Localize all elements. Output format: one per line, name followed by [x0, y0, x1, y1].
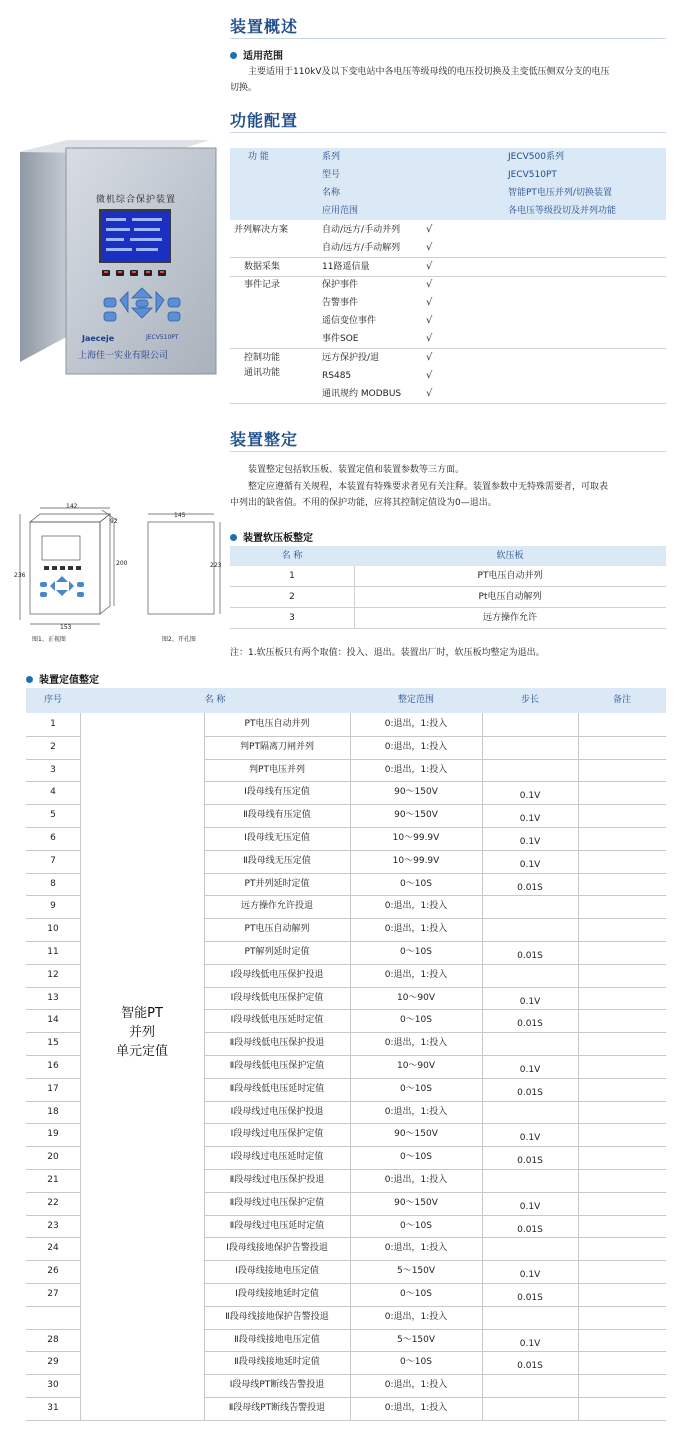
fig1-caption: 图1、正视图 — [32, 636, 66, 643]
row-divider — [204, 1374, 666, 1375]
row-name: Ⅰ段母线低电压保护定值 — [230, 992, 324, 1003]
section-title-setting: 装置整定 — [230, 430, 299, 449]
bullet-heading-scope — [230, 47, 283, 62]
group-item: 11路遥信量 — [322, 262, 370, 272]
row-range: 0:退出，1:投入 — [384, 969, 448, 980]
row-seq: 3 — [50, 764, 56, 775]
device-brand: Jaeceje — [82, 334, 115, 343]
row-name: PT解列延时定值 — [244, 947, 310, 957]
row-divider — [204, 1260, 666, 1261]
row-divider — [26, 1306, 80, 1307]
row-step: 0.1V — [519, 1270, 541, 1281]
bullet-dot-icon — [230, 52, 237, 59]
soft-note: 注：1.软压板只有两个取值：投入、退出。装置出厂时，软压板均整定为退出。 — [230, 648, 545, 658]
header-seq: 序号 — [43, 695, 62, 705]
row-range: 90～150V — [394, 810, 438, 821]
row-divider — [26, 827, 80, 828]
check-icon: √ — [426, 242, 433, 253]
row-name: Ⅰ段母线过电压保护投退 — [230, 1106, 324, 1117]
row-name: Ⅰ段母线过电压延时定值 — [230, 1152, 324, 1163]
row-divider — [204, 895, 666, 896]
row-divider — [26, 1192, 80, 1193]
row-name: Ⅱ段母线过电压延时定值 — [229, 1220, 325, 1231]
group-item: 告警事件 — [322, 298, 359, 308]
row-name: Ⅰ段母线过电压保护定值 — [230, 1129, 324, 1140]
row-divider — [26, 736, 80, 737]
row-step: 0.1V — [519, 1201, 541, 1212]
row-divider — [26, 1237, 80, 1238]
row-divider — [26, 941, 80, 942]
header-name: 名 称 — [281, 551, 303, 561]
row-range: 0:退出，1:投入 — [384, 1106, 448, 1117]
row-range: 5～150V — [396, 1266, 436, 1277]
head-value: JECV500系列 — [508, 152, 564, 162]
row-range: 5～150V — [396, 1334, 436, 1345]
row-name: Ⅱ段母线有压定值 — [243, 810, 311, 821]
dim-236: 236 — [14, 572, 26, 579]
check-icon: √ — [426, 388, 433, 399]
row-divider — [26, 1215, 80, 1216]
fig2-caption: 图2、开孔图 — [162, 636, 196, 643]
row-step: 0.01S — [517, 1019, 543, 1030]
row-divider — [26, 1055, 80, 1056]
row-name: Ⅱ段母线无压定值 — [243, 855, 311, 866]
row-divider — [26, 1123, 80, 1124]
row-step: 0.1V — [519, 791, 541, 802]
row-name: PT电压自动并列 — [244, 719, 310, 729]
row-name: PT并列延时定值 — [244, 878, 310, 889]
check-icon: √ — [426, 279, 433, 290]
row-name: PT电压自动解列 — [244, 924, 310, 935]
row-divider — [26, 987, 80, 988]
row-range: 90～150V — [394, 787, 438, 798]
row-name: 远方操作允许投退 — [240, 901, 313, 912]
section-title-overview: 装置概述 — [230, 17, 299, 36]
device-photo — [20, 140, 220, 380]
row-step: 0.01S — [517, 1156, 543, 1167]
header-soft: 软压板 — [496, 551, 524, 561]
row-divider — [26, 895, 80, 896]
row-seq: 22 — [47, 1197, 59, 1208]
group-item: 自动/远方/手动解列 — [322, 243, 401, 253]
dimension-drawings — [14, 500, 224, 650]
row-no: 3 — [289, 613, 295, 623]
row-val: 远方操作允许 — [482, 613, 537, 623]
group-item: 事件SOE — [322, 334, 359, 344]
row-divider — [26, 759, 80, 760]
setting-text-1: 装置整定包括软压板、装置定值和装置参数等三方面。 — [248, 465, 465, 475]
bullet-dot-icon — [26, 676, 33, 683]
row-range: 0:退出，1:投入 — [384, 1403, 448, 1413]
row-name: Ⅱ段母线低电压保护投退 — [229, 1038, 325, 1049]
row-seq: 26 — [47, 1266, 59, 1277]
row-no: 2 — [289, 592, 295, 602]
row-seq: 21 — [47, 1175, 59, 1185]
row-divider — [204, 1351, 666, 1352]
head-key: 功 能 — [248, 152, 269, 162]
row-step: 0.01S — [517, 1293, 543, 1303]
row-name: Ⅱ段母线低电压保护定值 — [229, 1061, 325, 1071]
divider — [230, 38, 666, 39]
device-model: JECV510PT — [146, 334, 179, 341]
row-range: 0:退出，1:投入 — [384, 924, 448, 935]
row-divider — [26, 873, 80, 874]
row-step: 0.1V — [519, 1065, 541, 1075]
row-seq: 13 — [47, 992, 59, 1003]
row-seq: 18 — [47, 1106, 59, 1117]
header-range: 整定范围 — [397, 695, 434, 705]
row-seq: 24 — [47, 1243, 59, 1254]
row-divider — [230, 276, 666, 277]
row-range: 0:退出，1:投入 — [384, 1243, 448, 1254]
check-icon: √ — [426, 333, 433, 344]
col-divider — [354, 566, 355, 628]
row-divider — [204, 804, 666, 805]
group-label-line: 单元定值 — [115, 1044, 168, 1059]
section-title-function: 功能配置 — [230, 111, 299, 130]
row-range: 0～10S — [400, 1289, 432, 1299]
row-range: 0:退出，1:投入 — [384, 719, 448, 729]
row-range: 0～10S — [400, 1015, 432, 1026]
bullet-heading-soft — [230, 529, 313, 544]
row-divider — [26, 850, 80, 851]
row-step: 0.1V — [519, 1133, 541, 1144]
row-name: 判PT隔离刀闸并列 — [240, 741, 314, 752]
head-label: 名称 — [322, 188, 341, 198]
row-range: 10～90V — [396, 1061, 436, 1071]
row-seq: 20 — [47, 1152, 59, 1163]
row-name: Ⅱ段母线接地保护告警投退 — [225, 1311, 329, 1322]
row-divider — [26, 964, 80, 965]
dim-223: 223 — [210, 562, 222, 569]
row-divider — [204, 1146, 666, 1147]
group-label — [80, 1004, 204, 1061]
row-name: Ⅰ段母线PT断线告警投退 — [229, 1380, 325, 1391]
row-name: Ⅱ段母线PT断线告警投退 — [228, 1403, 326, 1413]
row-divider — [26, 1420, 666, 1421]
bullet-dot-icon — [230, 534, 237, 541]
row-divider — [204, 736, 666, 737]
row-divider — [26, 1351, 80, 1352]
row-name: Ⅰ段母线低电压延时定值 — [230, 1015, 324, 1026]
header-step: 步长 — [520, 695, 539, 705]
group-label-line: 智能PT — [121, 1006, 163, 1021]
row-step: 0.01S — [517, 1224, 543, 1235]
divider — [230, 132, 666, 133]
row-step: 0.01S — [517, 1361, 543, 1372]
row-seq: 8 — [50, 878, 56, 889]
scope-text-line2: 切换。 — [230, 83, 258, 93]
row-name: Ⅱ段母线过电压保护投退 — [229, 1175, 325, 1185]
row-divider — [26, 1009, 80, 1010]
row-seq: 17 — [47, 1083, 59, 1094]
group-key: 数据采集 — [244, 262, 281, 272]
group-key: 并列解决方案 — [234, 225, 289, 235]
row-divider — [204, 1306, 666, 1307]
row-seq: 31 — [47, 1403, 59, 1413]
setting-text-2a: 整定应遵循有关规程，本装置有特殊要求者见有关注释。装置参数中无特殊需要者，可取表 — [248, 482, 609, 492]
row-divider — [204, 1123, 666, 1124]
row-step: 0.1V — [519, 814, 541, 825]
row-divider — [204, 873, 666, 874]
row-range: 0:退出，1:投入 — [384, 764, 448, 775]
row-seq: 6 — [50, 833, 56, 843]
scope-heading: 适用范围 — [243, 51, 283, 62]
row-divider — [204, 1032, 666, 1033]
group-item: 保护事件 — [322, 280, 359, 290]
row-divider — [26, 1260, 80, 1261]
row-divider — [204, 1237, 666, 1238]
head-value: JECV510PT — [508, 170, 557, 180]
row-divider — [26, 1146, 80, 1147]
col-divider — [204, 713, 205, 1420]
row-divider — [204, 781, 666, 782]
row-range: 10～99.9V — [392, 833, 440, 843]
row-range: 10～90V — [396, 992, 436, 1003]
device-company: 上海佳一实业有限公司 — [78, 351, 169, 361]
row-name: Ⅰ段母线低电压保护投退 — [230, 969, 324, 980]
row-divider — [26, 918, 80, 919]
row-seq: 28 — [47, 1334, 59, 1345]
row-seq: 1 — [50, 719, 56, 729]
check-icon: √ — [426, 370, 433, 381]
row-range: 0～10S — [400, 1220, 432, 1231]
bullet-heading-fixed — [26, 671, 99, 686]
row-seq: 27 — [47, 1289, 59, 1299]
row-seq: 15 — [47, 1038, 59, 1049]
head-value: 各电压等级投切及并列功能 — [508, 206, 617, 216]
row-seq: 23 — [47, 1220, 59, 1231]
setting-text-2b: 中列出的缺省值。不用的保护功能，应将其控制定值设为0—退出。 — [230, 498, 497, 508]
row-divider — [26, 1169, 80, 1170]
row-divider — [26, 1329, 80, 1330]
check-icon: √ — [426, 261, 433, 272]
group-key: 通讯功能 — [244, 368, 281, 378]
group-item: 远方保护投/退 — [322, 353, 380, 363]
row-seq: 4 — [50, 787, 56, 798]
row-step: 0.01S — [517, 951, 543, 961]
row-range: 0～10S — [400, 878, 432, 889]
row-divider — [204, 1055, 666, 1056]
row-divider — [204, 827, 666, 828]
row-range: 0:退出，1:投入 — [384, 1175, 448, 1185]
row-divider — [204, 1283, 666, 1284]
col-divider — [80, 713, 81, 1420]
row-step: 0.1V — [519, 1338, 541, 1349]
head-label: 应用范围 — [322, 206, 359, 216]
row-divider — [204, 1009, 666, 1010]
dim-92: 92 — [110, 518, 118, 525]
row-divider — [230, 257, 666, 258]
device-label: 微机综合保护装置 — [96, 195, 177, 205]
row-seq: 5 — [50, 810, 56, 821]
row-divider — [26, 1397, 80, 1398]
row-name: 判PT电压并列 — [249, 764, 305, 775]
dim-200: 200 — [116, 560, 128, 567]
row-divider — [26, 1101, 80, 1102]
row-name: Ⅱ段母线接地延时定值 — [234, 1357, 320, 1368]
row-divider — [204, 1329, 666, 1330]
row-step: 0.01S — [517, 882, 543, 893]
row-seq: 9 — [50, 901, 56, 912]
row-range: 0～10S — [400, 1152, 432, 1163]
row-divider — [204, 1169, 666, 1170]
row-seq: 19 — [47, 1129, 59, 1140]
divider — [230, 451, 666, 452]
header-remark: 备注 — [612, 695, 631, 705]
row-val: Pt电压自动解列 — [478, 592, 542, 602]
group-item: 遥信变位事件 — [322, 316, 377, 326]
row-seq: 29 — [47, 1357, 59, 1368]
check-icon: √ — [426, 352, 433, 363]
dim-142: 142 — [66, 503, 78, 510]
row-divider — [26, 1374, 80, 1375]
scope-text-line1: 主要适用于110kV及以下变电站中各电压等级母线的电压投切换及主变低压侧双分支的电压 — [248, 67, 610, 77]
row-range: 0:退出，1:投入 — [384, 741, 448, 752]
row-seq: 12 — [47, 969, 59, 980]
row-name: Ⅰ段母线接地电压定值 — [235, 1266, 319, 1277]
row-step: 0.01S — [517, 1087, 543, 1098]
row-range: 0～10S — [400, 947, 432, 957]
row-range: 0:退出，1:投入 — [384, 1038, 448, 1049]
row-step: 0.1V — [519, 837, 541, 847]
row-range: 90～150V — [394, 1197, 438, 1208]
row-val: PT电压自动并列 — [477, 571, 543, 581]
row-range: 0～10S — [400, 1083, 432, 1094]
row-seq: 7 — [50, 855, 56, 866]
soft-heading: 装置软压板整定 — [243, 533, 313, 544]
row-name: Ⅰ段母线有压定值 — [244, 787, 310, 798]
group-key: 事件记录 — [244, 280, 281, 290]
check-icon: √ — [426, 224, 433, 235]
row-name: Ⅱ段母线接地电压定值 — [234, 1334, 320, 1345]
row-divider — [230, 348, 666, 349]
row-range: 0:退出，1:投入 — [384, 901, 448, 912]
group-label-line: 并列 — [128, 1025, 155, 1040]
row-divider — [204, 964, 666, 965]
row-name: Ⅱ段母线过电压保护定值 — [229, 1197, 325, 1208]
col-divider — [350, 713, 351, 1420]
row-divider — [26, 804, 80, 805]
row-step: 0.1V — [519, 859, 541, 870]
row-divider — [26, 1283, 80, 1284]
col-divider — [578, 713, 579, 1420]
fixed-heading: 装置定值整定 — [39, 675, 99, 686]
row-range: 0～10S — [400, 1357, 432, 1368]
row-seq: 11 — [47, 947, 59, 957]
row-divider — [26, 781, 80, 782]
check-icon: √ — [426, 315, 433, 326]
row-no: 1 — [289, 571, 295, 581]
row-divider — [204, 1397, 666, 1398]
row-seq: 2 — [50, 741, 56, 752]
row-divider — [204, 850, 666, 851]
row-divider — [230, 403, 666, 404]
row-name: Ⅰ段母线接地保护告警投退 — [226, 1243, 328, 1254]
group-item: 自动/远方/手动并列 — [322, 225, 401, 235]
row-divider — [204, 987, 666, 988]
row-divider — [204, 1192, 666, 1193]
head-label: 型号 — [322, 170, 341, 180]
row-seq: 30 — [47, 1380, 59, 1391]
group-item: 通讯规约 MODBUS — [322, 389, 402, 399]
head-value: 智能PT电压并列/切换装置 — [508, 188, 612, 198]
row-name: Ⅰ段母线无压定值 — [244, 833, 310, 843]
header-name: 名 称 — [204, 695, 226, 705]
row-name: Ⅱ段母线低电压延时定值 — [229, 1083, 325, 1094]
group-key: 控制功能 — [244, 353, 281, 363]
row-range: 90～150V — [394, 1129, 438, 1140]
row-divider — [204, 1078, 666, 1079]
row-range: 0:退出，1:投入 — [384, 1311, 448, 1322]
row-seq: 14 — [47, 1015, 59, 1026]
row-divider — [204, 918, 666, 919]
row-divider — [26, 1078, 80, 1079]
row-divider — [26, 1032, 80, 1033]
check-icon: √ — [426, 297, 433, 308]
row-divider — [204, 759, 666, 760]
row-divider — [230, 628, 666, 629]
row-seq: 16 — [47, 1061, 59, 1071]
row-range: 0:退出，1:投入 — [384, 1380, 448, 1391]
row-range: 10～99.9V — [392, 855, 440, 866]
dim-153: 153 — [60, 624, 72, 631]
col-divider — [482, 713, 483, 1420]
dim-145: 145 — [174, 512, 186, 519]
row-divider — [204, 941, 666, 942]
row-name: Ⅰ段母线接地延时定值 — [235, 1289, 319, 1299]
head-label: 系列 — [322, 152, 341, 162]
row-seq: 10 — [47, 924, 59, 935]
row-step: 0.1V — [519, 996, 541, 1007]
group-item: RS485 — [322, 371, 352, 381]
row-divider — [204, 1215, 666, 1216]
row-divider — [204, 1101, 666, 1102]
